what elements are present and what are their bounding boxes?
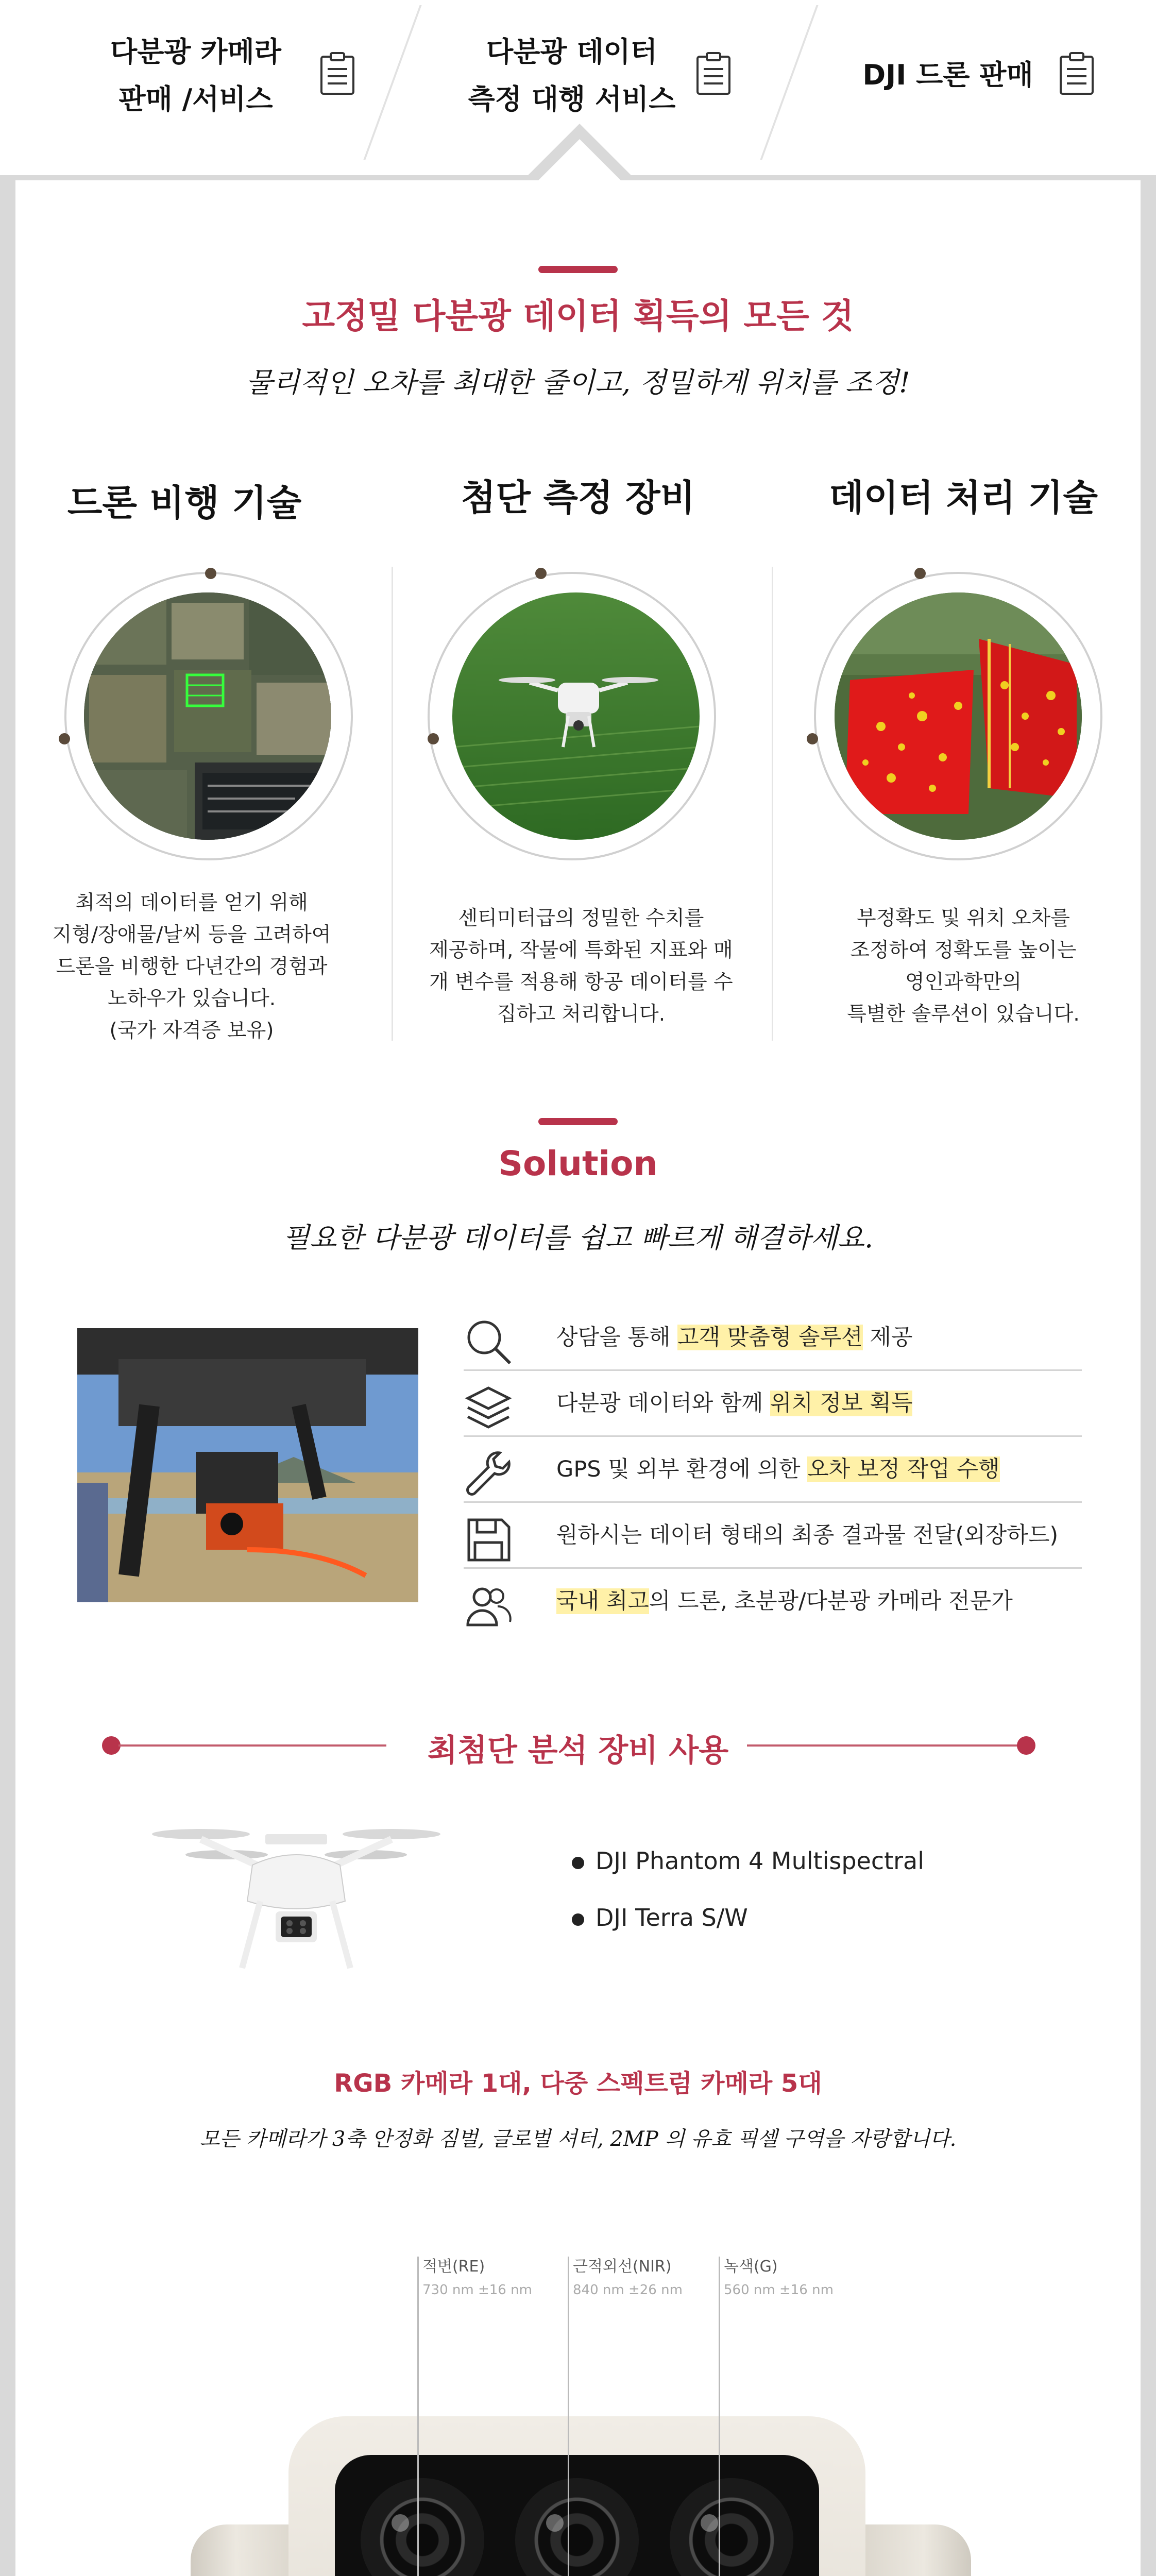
drone-over-field-image (452, 592, 700, 840)
text-part: 의 드론, 초분광/다분광 카메라 전문가 (649, 1588, 1013, 1614)
floppy-disk-icon (464, 1515, 513, 1564)
desc-line: 노하우가 있습니다. (107, 987, 276, 1010)
desc-line: 특별한 솔루션이 있습니다. (847, 1003, 1080, 1026)
ring-dot (914, 568, 926, 579)
solution-item-text (556, 1451, 1000, 1488)
equipment-title: 최첨단 분석 장비 사용 (427, 1733, 729, 1769)
highlight-text: 국내 최고 (556, 1588, 649, 1614)
equipment-item: DJI Phantom 4 Multispectral (572, 1847, 924, 1875)
desc-line: 최적의 데이터를 얻기 위해 (75, 891, 308, 914)
ring-dot (428, 733, 439, 744)
camera-left-grip (191, 2524, 304, 2576)
intro-title: 고정밀 다분광 데이터 획득의 모든 것 (302, 296, 854, 336)
camera-right-grip (853, 2524, 971, 2576)
desc-line: 개 변수를 적용해 항공 데이터를 수 (429, 971, 733, 994)
magnifier-icon (464, 1317, 513, 1366)
clipboard-icon (695, 52, 732, 96)
leader-line (719, 2257, 720, 2576)
solution-item (464, 1501, 1082, 1569)
text-part: 원하시는 데이터 형태의 최종 결과물 전달(외장하드) (556, 1522, 1059, 1548)
tab-label-line2: 측정 대행 서비스 (468, 83, 676, 115)
layers-icon (464, 1383, 513, 1432)
column-title-equipment: 첨단 측정 장비 (461, 477, 695, 519)
ndvi-map-image (835, 592, 1082, 840)
section-accent-bar (538, 266, 618, 273)
ring-dot (59, 733, 70, 744)
band-spec-green: 560 nm ±16 nm (724, 2282, 834, 2298)
active-tab-pointer-inner (538, 139, 621, 180)
tab-label-line2: 판매 /서비스 (118, 83, 273, 115)
column-title-processing: 데이터 처리 기술 (828, 477, 1098, 519)
lens-glint (546, 2514, 564, 2532)
tab-label-line1: 다분광 데이터 (486, 36, 657, 68)
tab-separator (760, 5, 818, 160)
intro-subtitle: 물리적인 오차를 최대한 줄이고, 정밀하게 위치를 조정! (246, 366, 910, 399)
highlight-text: 오차 보정 작업 수행 (807, 1456, 1000, 1482)
flight-planning-image (84, 592, 331, 840)
desc-line: 집하고 처리합니다. (497, 1003, 666, 1026)
column-desc-processing (804, 903, 1123, 1030)
tab-data-measurement-service[interactable] (453, 28, 690, 123)
wrench-icon (464, 1449, 513, 1498)
clipboard-icon (319, 52, 355, 96)
desc-line: 센티미터급의 정밀한 수치를 (458, 907, 704, 930)
solution-item-text (556, 1385, 912, 1422)
section-accent-bar (538, 1118, 618, 1125)
tab-label-line1: 다분광 카메라 (110, 36, 281, 68)
clipboard-icon (1059, 52, 1095, 96)
leader-line (417, 2257, 419, 2576)
solution-item (464, 1369, 1082, 1437)
desc-line: 영인과학만의 (905, 971, 1022, 994)
equipment-item: DJI Terra S/W (572, 1904, 748, 1931)
solution-title: Solution (498, 1144, 658, 1183)
text-part: 상담을 통해 (556, 1325, 678, 1350)
band-spec-red-edge: 730 nm ±16 nm (422, 2282, 532, 2298)
lens-glint (392, 2514, 409, 2532)
solution-item (464, 1567, 1082, 1633)
desc-line: 지형/장애물/날씨 등을 고려하여 (52, 923, 331, 946)
band-spec-nir: 840 nm ±26 nm (573, 2282, 683, 2298)
highlight-text: 고객 맞춤형 솔루션 (677, 1325, 863, 1350)
highlight-text: 위치 정보 획득 (770, 1391, 913, 1416)
text-part: GPS 및 외부 환경에 의한 (556, 1456, 808, 1482)
solution-item-text (556, 1319, 912, 1356)
leader-line (568, 2257, 569, 2576)
solution-item-text (556, 1517, 1058, 1554)
text-part: 제공 (862, 1325, 913, 1350)
solution-item-text (556, 1583, 1013, 1620)
ring-dot (535, 568, 547, 579)
column-desc-equipment (421, 903, 741, 1030)
drone-camera-photo (77, 1328, 418, 1602)
band-label-green: 녹색(G) (724, 2258, 778, 2276)
tab-multispectral-camera[interactable] (88, 28, 304, 123)
desc-line: (국가 자격증 보유) (109, 1019, 274, 1042)
solution-item (464, 1303, 1082, 1371)
column-desc-flight (32, 887, 351, 1047)
solution-subtitle: 필요한 다분광 데이터를 쉽고 빠르게 해결하세요. (282, 1222, 874, 1254)
desc-line: 드론을 비행한 다년간의 경험과 (56, 955, 328, 978)
desc-line: 제공하며, 작물에 특화된 지표와 매 (429, 939, 733, 962)
desc-line: 부정확도 및 위치 오차를 (857, 907, 1070, 930)
column-divider (772, 567, 773, 1041)
column-title-flight: 드론 비행 기술 (67, 482, 302, 524)
tab-separator (363, 5, 421, 160)
column-divider (392, 567, 393, 1041)
phantom-drone-image (149, 1814, 443, 1978)
solution-item (464, 1435, 1082, 1503)
camera-subtitle: 모든 카메라가 3축 안정화 짐벌, 글로벌 셔터, 2MP 의 유효 픽셀 구역을 자랑합니다. (199, 2127, 957, 2151)
text-part: 다분광 데이터와 함께 (556, 1391, 770, 1416)
tab-label-line1: DJI 드론 판매 (862, 59, 1033, 91)
camera-title: RGB 카메라 1대, 다중 스펙트럼 카메라 5대 (334, 2069, 822, 2098)
desc-line: 조정하여 정확도를 높이는 (850, 939, 1077, 962)
band-label-nir: 근적외선(NIR) (573, 2258, 672, 2276)
ring-dot (205, 568, 216, 579)
lens-glint (701, 2514, 718, 2532)
users-icon (464, 1581, 513, 1630)
ring-dot (807, 733, 818, 744)
band-label-red-edge: 적변(RE) (422, 2258, 485, 2276)
tab-dji-drone-sales[interactable] (845, 52, 1051, 99)
